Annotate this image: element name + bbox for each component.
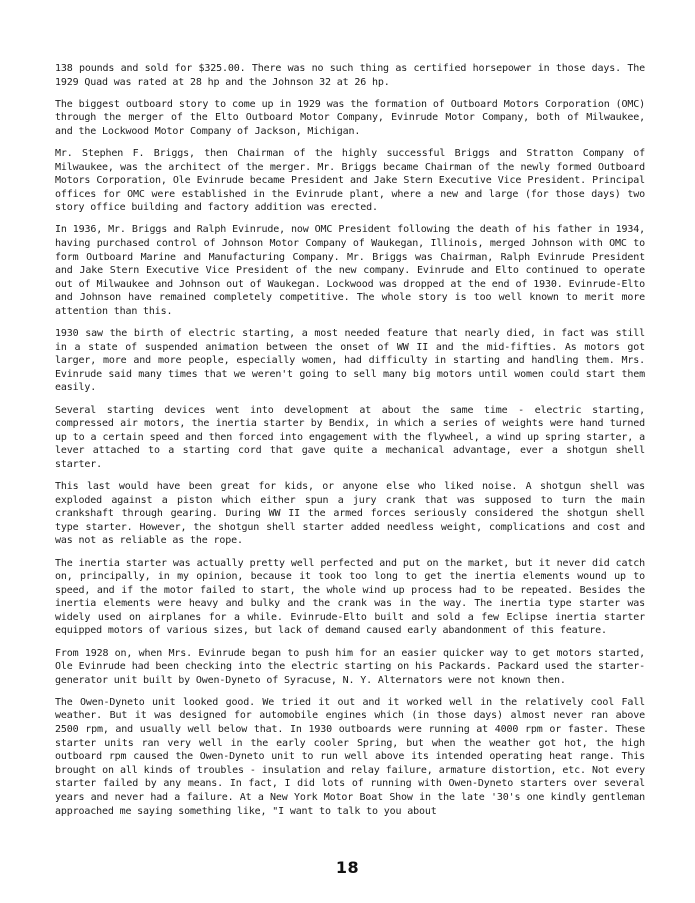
paragraph: 1930 saw the birth of electric starting, a most needed feature that nearly died, in fact was still in a state of suspended animation between the onset of WW II and the mid-fifties. As motors got larger, more and more people, especially women, had difficulty in starting and handling them. Mrs. Evinrude said many times that we weren't going to sell many big motors until women could start them easily. <box>55 328 645 394</box>
page-number: 18 <box>335 858 360 877</box>
paragraph: Mr. Stephen F. Briggs, then Chairman of the highly successful Briggs and Stratton Company of Milwaukee, was the architect of the merger. Mr. Briggs became Chairman of the newly formed Outboard Motors Corporation, Ole Evinrude became President and Jake Stern Executive Vice President. Principal offices for OMC were established in the Evinrude plant, where a new and large (for those days) two story office building and factory addition was erected. <box>55 147 645 214</box>
paragraph: From 1928 on, when Mrs. Evinrude began to push him for an easier quicker way to get motors started, Ole Evinrude had been checking into the electric starting on his Packards. Packard used the starter-generator unit built by Owen-Dyneto of Syracuse, N. Y. Alternators were not known then. <box>55 647 645 686</box>
paragraph: The inertia starter was actually pretty well perfected and put on the market, but it never did catch on, principally, in my opinion, because it took too long to get the inertia elements wound up to speed, and if the motor failed to start, the whole wind up process had to be repeated. Besides the inertia elements were heavy and bulky and the crank was in the way. The inertia type starter was widely used on airplanes for a while. Evinrude-Elto built and sold a few Eclipse inertia starter equipped motors of various sizes, but lack of demand caused early abandonment of this feature. <box>55 557 645 637</box>
paragraph: This last would have been great for kids, or anyone else who liked noise. A shotgun shell was exploded against a piston which either spun a jury crank that was supposed to turn the main crankshaft through gearing. During WW II the armed forces seriously considered the shotgun shell type starter. However, the shotgun shell starter added needless weight, complications and cost and was not as reliable as the rope. <box>55 481 645 547</box>
paragraph: Several starting devices went into development at about the same time - electric starting, compressed air motors, the inertia starter by Bendix, in which a series of weights were hand turned up to a certain speed and then forced into engagement with the flywheel, a wind up spring starter, a lever attached to a starting cord that gave quite a mechanical advantage, ever a shotgun shell starter. <box>55 404 645 470</box>
document-body <box>55 62 645 827</box>
paragraph: The biggest outboard story to come up in 1929 was the formation of Outboard Motors Corporation (OMC) through the merger of the Elto Outboard Motor Company, Evinrude Motor Company, both of Milwaukee, and the Lockwood Motor Company of Jackson, Michigan. <box>55 98 645 137</box>
paragraph: In 1936, Mr. Briggs and Ralph Evinrude, now OMC President following the death of his father in 1934, having purchased control of Johnson Motor Company of Waukegan, Illinois, merged Johnson with OMC to form Outboard Marine and Manufacturing Company. Mr. Briggs was Chairman, Ralph Evinrude President and Jake Stern Executive Vice President of the new company. Evinrude and Elto continued to operate out of Milwaukee and Johnson out of Waukegan. Lockwood was dropped at the end of 1930. Evinrude-Elto and Johnson have remained completely competitive. The whole story is too well known to merit more attention than this. <box>55 224 645 317</box>
paragraph: 138 pounds and sold for $325.00. There was no such thing as certified horsepower in those days. The 1929 Quad was rated at 28 hp and the Johnson 32 at 26 hp. <box>55 63 645 88</box>
paragraph: The Owen-Dyneto unit looked good. We tried it out and it worked well in the relatively cool Fall weather. But it was designed for automobile engines which (in those days) almost never ran above 2500 rpm, and usually well below that. In 1930 outboards were running at 4000 rpm or faster. These starter units ran very well in the early cooler Spring, but when the weather got hot, the high outboard rpm caused the Owen-Dyneto unit to run well above its intended operating heat range. This brought on all kinds of troubles - insulation and relay failure, armature distortion, etc. Not every starter failed by any means. In fact, I did lots of running with Owen-Dyneto starters over several years and never had a failure. At a New York Motor Boat Show in the late '30's one kindly gentleman approached me saying something like, "I want to talk to you about <box>55 696 645 817</box>
